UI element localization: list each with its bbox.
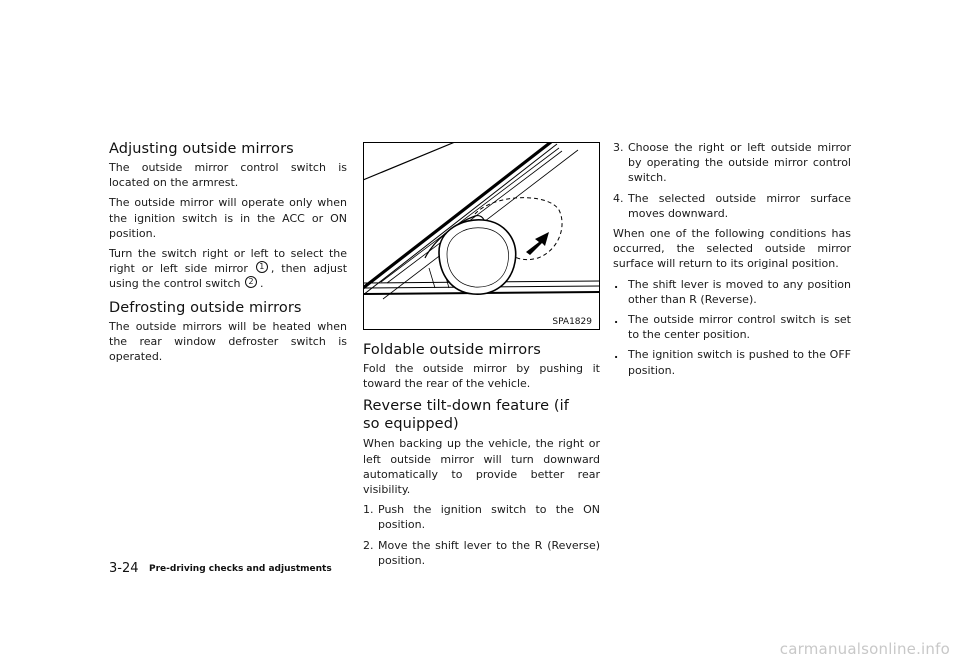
left-column-body: [109, 140, 347, 364]
bullet-item: [613, 277, 851, 307]
step-number: 1.: [363, 503, 374, 517]
heading-reverse-tilt-down: Reverse tilt-down feature (if so equipped): [363, 398, 569, 433]
paragraph-fold: Fold the outside mirror by pushing it toward the rear of the vehicle.: [363, 362, 600, 391]
section-title: Pre-driving checks and adjustments: [149, 564, 332, 574]
callout-2-icon: 2: [245, 276, 257, 288]
callout-1-icon: 1: [256, 261, 268, 273]
watermark: carmanualsonline.info: [779, 640, 950, 658]
step-number: 3.: [613, 141, 624, 154]
select-mirror-text-b: , then adjust using the control switch: [109, 262, 348, 291]
figure-code: SPA1829: [552, 317, 592, 327]
bullet-item: [613, 347, 851, 377]
bullet-icon: .: [614, 348, 619, 362]
right-column: [613, 140, 851, 378]
step-number: 2.: [363, 538, 374, 552]
heading-foldable-outside-mirrors: Foldable outside mirrors: [363, 342, 541, 358]
step-text: The selected outside mirror surface moves downward.: [628, 191, 851, 220]
heading-defrosting-outside-mirrors: Defrosting outside mirrors: [109, 299, 302, 316]
bullet-text: The shift lever is moved to any position other than R (Reverse).: [628, 277, 851, 306]
step-text: Push the ignition switch to the ON position.: [378, 503, 600, 532]
bullet-item: [613, 312, 851, 342]
page-number: 3-24: [109, 561, 139, 576]
paragraph-switch-location: The outside mirror control switch is located on the armrest.: [109, 161, 347, 190]
heading-adjusting-outside-mirrors: Adjusting outside mirrors: [109, 141, 294, 157]
step-3: [613, 140, 851, 186]
paragraph-defroster: The outside mirrors will be heated when the rear window defroster switch is operated.: [109, 319, 347, 364]
bullet-icon: .: [614, 313, 619, 327]
bullet-icon: .: [614, 277, 619, 291]
step-text: Move the shift lever to the R (Reverse) position.: [378, 538, 600, 567]
step-4: [613, 191, 851, 221]
step-text: Choose the right or left outside mirror by operating the outside mirror control switch.: [628, 141, 851, 185]
step-1: [363, 502, 600, 532]
paragraph-select-mirror: [109, 246, 347, 292]
mirror-illustration: [363, 142, 600, 330]
select-mirror-text-a: Turn the switch right or left to select the right or left side mirror: [109, 247, 347, 276]
select-mirror-text-c: .: [260, 277, 264, 291]
step-2: [363, 538, 600, 568]
bullet-text: The outside mirror control switch is set to the center position.: [628, 313, 851, 342]
paragraph-reverse: When backing up the vehicle, the right or left outside mirror will turn downward automatically to provide better rear visibility.: [363, 437, 600, 497]
paragraph-ignition-requirement: The outside mirror will operate only when the ignition switch is in the ACC or ON position.: [109, 196, 347, 240]
step-number: 4.: [613, 191, 624, 205]
bullet-text: The ignition switch is pushed to the OFF position.: [628, 348, 851, 377]
middle-column: [363, 341, 600, 568]
mirror-illustration-graphic: [363, 142, 600, 330]
paragraph-conditions: When one of the following conditions has occurred, the selected outside mirror surface will return to its original position.: [613, 227, 851, 271]
